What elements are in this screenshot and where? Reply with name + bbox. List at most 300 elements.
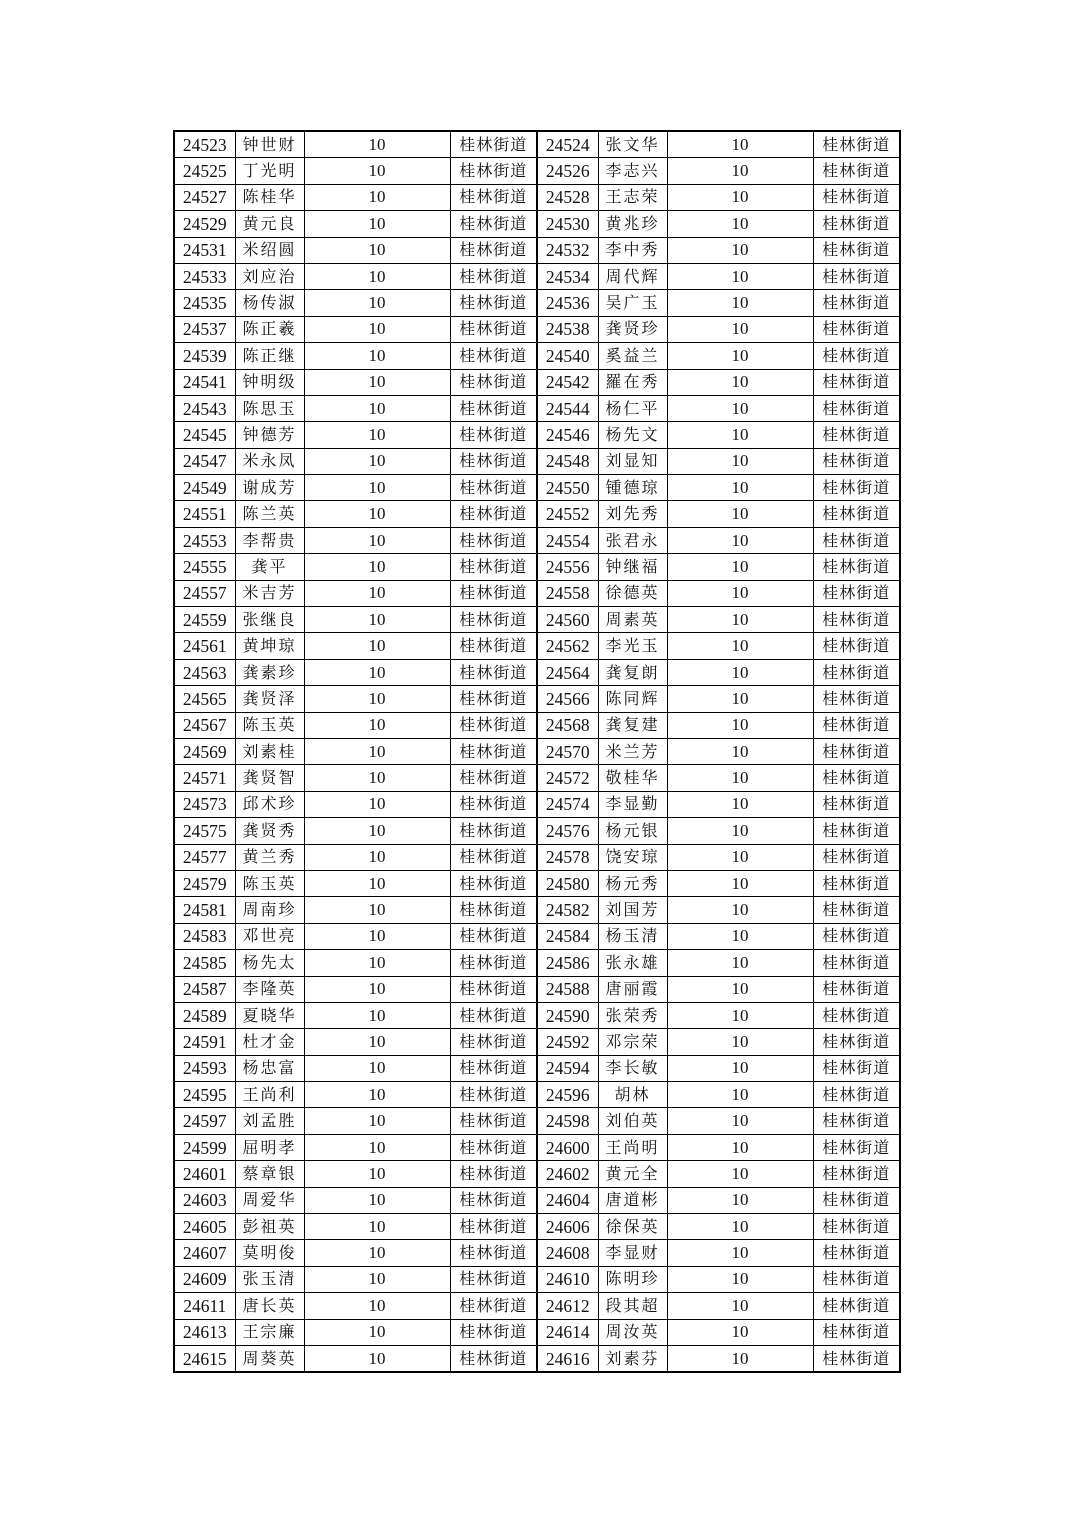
right-street-cell: 桂林街道 <box>813 131 900 158</box>
table-row <box>174 686 900 712</box>
right-amount-cell: 10 <box>667 659 813 685</box>
right-amount-cell: 10 <box>667 1134 813 1160</box>
table-row <box>174 184 900 210</box>
left-record-id-cell: 24603 <box>174 1187 235 1213</box>
right-record-id-cell: 24562 <box>537 633 598 659</box>
right-street-cell: 桂林街道 <box>813 1082 900 1108</box>
right-record-id-cell: 24550 <box>537 475 598 501</box>
left-record-id-cell: 24549 <box>174 475 235 501</box>
left-street-cell: 桂林街道 <box>450 1134 537 1160</box>
left-name-cell: 米绍圆 <box>235 237 304 263</box>
left-amount-cell: 10 <box>304 1214 450 1240</box>
right-name-cell: 龚复建 <box>598 712 667 738</box>
right-record-id-cell: 24602 <box>537 1161 598 1187</box>
left-name-cell: 黄坤琼 <box>235 633 304 659</box>
left-name-cell: 龚贤泽 <box>235 686 304 712</box>
left-amount-cell: 10 <box>304 395 450 421</box>
left-amount-cell: 10 <box>304 844 450 870</box>
left-name-cell: 夏晓华 <box>235 1002 304 1028</box>
left-record-id-cell: 24535 <box>174 290 235 316</box>
table-row <box>174 844 900 870</box>
left-street-cell: 桂林街道 <box>450 422 537 448</box>
right-name-cell: 锺德琼 <box>598 475 667 501</box>
left-record-id-cell: 24569 <box>174 738 235 764</box>
right-name-cell: 张君永 <box>598 527 667 553</box>
left-street-cell: 桂林街道 <box>450 1002 537 1028</box>
right-record-id-cell: 24594 <box>537 1055 598 1081</box>
left-amount-cell: 10 <box>304 818 450 844</box>
right-amount-cell: 10 <box>667 1108 813 1134</box>
left-street-cell: 桂林街道 <box>450 1240 537 1266</box>
right-amount-cell: 10 <box>667 1214 813 1240</box>
right-name-cell: 张文华 <box>598 131 667 158</box>
left-amount-cell: 10 <box>304 1108 450 1134</box>
table-row <box>174 1082 900 1108</box>
right-street-cell: 桂林街道 <box>813 844 900 870</box>
left-amount-cell: 10 <box>304 237 450 263</box>
left-amount-cell: 10 <box>304 1082 450 1108</box>
right-street-cell: 桂林街道 <box>813 158 900 184</box>
left-amount-cell: 10 <box>304 131 450 158</box>
left-name-cell: 张继良 <box>235 607 304 633</box>
left-amount-cell: 10 <box>304 475 450 501</box>
left-street-cell: 桂林街道 <box>450 950 537 976</box>
left-name-cell: 钟世财 <box>235 131 304 158</box>
right-street-cell: 桂林街道 <box>813 1108 900 1134</box>
table-row <box>174 1029 900 1055</box>
left-name-cell: 周葵英 <box>235 1345 304 1372</box>
left-street-cell: 桂林街道 <box>450 316 537 342</box>
right-amount-cell: 10 <box>667 1293 813 1319</box>
left-record-id-cell: 24589 <box>174 1002 235 1028</box>
left-street-cell: 桂林街道 <box>450 818 537 844</box>
right-amount-cell: 10 <box>667 870 813 896</box>
right-amount-cell: 10 <box>667 818 813 844</box>
right-name-cell: 刘显知 <box>598 448 667 474</box>
table-row <box>174 791 900 817</box>
right-name-cell: 唐道彬 <box>598 1187 667 1213</box>
left-amount-cell: 10 <box>304 1029 450 1055</box>
left-record-id-cell: 24533 <box>174 263 235 289</box>
right-name-cell: 钟继福 <box>598 554 667 580</box>
left-street-cell: 桂林街道 <box>450 158 537 184</box>
right-street-cell: 桂林街道 <box>813 607 900 633</box>
right-name-cell: 杨玉清 <box>598 923 667 949</box>
right-amount-cell: 10 <box>667 765 813 791</box>
left-street-cell: 桂林街道 <box>450 686 537 712</box>
right-name-cell: 杨仁平 <box>598 395 667 421</box>
table-row <box>174 1266 900 1292</box>
left-record-id-cell: 24543 <box>174 395 235 421</box>
right-name-cell: 段其超 <box>598 1293 667 1319</box>
right-amount-cell: 10 <box>667 1002 813 1028</box>
right-record-id-cell: 24532 <box>537 237 598 263</box>
right-name-cell: 刘伯英 <box>598 1108 667 1134</box>
left-record-id-cell: 24609 <box>174 1266 235 1292</box>
left-street-cell: 桂林街道 <box>450 1029 537 1055</box>
left-name-cell: 杨忠富 <box>235 1055 304 1081</box>
left-record-id-cell: 24555 <box>174 554 235 580</box>
left-amount-cell: 10 <box>304 448 450 474</box>
right-name-cell: 黄兆珍 <box>598 211 667 237</box>
left-record-id-cell: 24565 <box>174 686 235 712</box>
right-amount-cell: 10 <box>667 475 813 501</box>
right-amount-cell: 10 <box>667 1240 813 1266</box>
left-record-id-cell: 24611 <box>174 1293 235 1319</box>
table-row <box>174 712 900 738</box>
left-amount-cell: 10 <box>304 1293 450 1319</box>
left-name-cell: 李隆英 <box>235 976 304 1002</box>
left-amount-cell: 10 <box>304 1055 450 1081</box>
table-row <box>174 1161 900 1187</box>
right-record-id-cell: 24560 <box>537 607 598 633</box>
right-street-cell: 桂林街道 <box>813 633 900 659</box>
table-row <box>174 316 900 342</box>
left-amount-cell: 10 <box>304 290 450 316</box>
right-name-cell: 吴广玉 <box>598 290 667 316</box>
right-record-id-cell: 24538 <box>537 316 598 342</box>
right-amount-cell: 10 <box>667 1266 813 1292</box>
right-street-cell: 桂林街道 <box>813 343 900 369</box>
left-amount-cell: 10 <box>304 1161 450 1187</box>
right-street-cell: 桂林街道 <box>813 1134 900 1160</box>
left-record-id-cell: 24551 <box>174 501 235 527</box>
left-amount-cell: 10 <box>304 580 450 606</box>
right-name-cell: 杨元银 <box>598 818 667 844</box>
right-amount-cell: 10 <box>667 1319 813 1345</box>
left-name-cell: 刘孟胜 <box>235 1108 304 1134</box>
table-row <box>174 422 900 448</box>
left-street-cell: 桂林街道 <box>450 870 537 896</box>
right-record-id-cell: 24590 <box>537 1002 598 1028</box>
left-name-cell: 屈明孝 <box>235 1134 304 1160</box>
right-record-id-cell: 24542 <box>537 369 598 395</box>
right-amount-cell: 10 <box>667 1345 813 1372</box>
left-street-cell: 桂林街道 <box>450 184 537 210</box>
left-street-cell: 桂林街道 <box>450 1319 537 1345</box>
left-amount-cell: 10 <box>304 976 450 1002</box>
right-street-cell: 桂林街道 <box>813 263 900 289</box>
right-name-cell: 刘国芳 <box>598 897 667 923</box>
left-record-id-cell: 24561 <box>174 633 235 659</box>
right-street-cell: 桂林街道 <box>813 1187 900 1213</box>
left-name-cell: 陈玉英 <box>235 712 304 738</box>
table-row <box>174 950 900 976</box>
left-name-cell: 丁光明 <box>235 158 304 184</box>
right-street-cell: 桂林街道 <box>813 870 900 896</box>
right-street-cell: 桂林街道 <box>813 237 900 263</box>
left-record-id-cell: 24545 <box>174 422 235 448</box>
left-record-id-cell: 24581 <box>174 897 235 923</box>
right-record-id-cell: 24582 <box>537 897 598 923</box>
left-name-cell: 李帮贵 <box>235 527 304 553</box>
right-name-cell: 杨先文 <box>598 422 667 448</box>
right-record-id-cell: 24596 <box>537 1082 598 1108</box>
left-amount-cell: 10 <box>304 659 450 685</box>
right-record-id-cell: 24604 <box>537 1187 598 1213</box>
left-record-id-cell: 24571 <box>174 765 235 791</box>
left-street-cell: 桂林街道 <box>450 659 537 685</box>
left-name-cell: 龚贤秀 <box>235 818 304 844</box>
right-street-cell: 桂林街道 <box>813 501 900 527</box>
left-street-cell: 桂林街道 <box>450 211 537 237</box>
right-amount-cell: 10 <box>667 211 813 237</box>
right-amount-cell: 10 <box>667 184 813 210</box>
right-name-cell: 李显财 <box>598 1240 667 1266</box>
right-record-id-cell: 24600 <box>537 1134 598 1160</box>
right-name-cell: 邓宗荣 <box>598 1029 667 1055</box>
right-record-id-cell: 24614 <box>537 1319 598 1345</box>
right-name-cell: 唐丽霞 <box>598 976 667 1002</box>
right-name-cell: 张永雄 <box>598 950 667 976</box>
left-amount-cell: 10 <box>304 765 450 791</box>
right-name-cell: 羅在秀 <box>598 369 667 395</box>
left-street-cell: 桂林街道 <box>450 263 537 289</box>
right-record-id-cell: 24548 <box>537 448 598 474</box>
left-amount-cell: 10 <box>304 1002 450 1028</box>
left-street-cell: 桂林街道 <box>450 369 537 395</box>
right-name-cell: 李志兴 <box>598 158 667 184</box>
right-amount-cell: 10 <box>667 580 813 606</box>
left-record-id-cell: 24595 <box>174 1082 235 1108</box>
roster-table <box>173 130 901 1373</box>
left-amount-cell: 10 <box>304 501 450 527</box>
right-street-cell: 桂林街道 <box>813 1029 900 1055</box>
left-record-id-cell: 24523 <box>174 131 235 158</box>
right-record-id-cell: 24530 <box>537 211 598 237</box>
right-name-cell: 王志荣 <box>598 184 667 210</box>
right-amount-cell: 10 <box>667 290 813 316</box>
left-record-id-cell: 24597 <box>174 1108 235 1134</box>
right-name-cell: 刘先秀 <box>598 501 667 527</box>
right-street-cell: 桂林街道 <box>813 1319 900 1345</box>
right-record-id-cell: 24566 <box>537 686 598 712</box>
right-amount-cell: 10 <box>667 527 813 553</box>
table-row <box>174 475 900 501</box>
left-street-cell: 桂林街道 <box>450 1108 537 1134</box>
right-record-id-cell: 24558 <box>537 580 598 606</box>
right-record-id-cell: 24546 <box>537 422 598 448</box>
right-street-cell: 桂林街道 <box>813 554 900 580</box>
left-name-cell: 莫明俊 <box>235 1240 304 1266</box>
table-row <box>174 448 900 474</box>
right-name-cell: 杨元秀 <box>598 870 667 896</box>
left-amount-cell: 10 <box>304 607 450 633</box>
table-row <box>174 738 900 764</box>
right-record-id-cell: 24540 <box>537 343 598 369</box>
right-record-id-cell: 24572 <box>537 765 598 791</box>
left-street-cell: 桂林街道 <box>450 1293 537 1319</box>
left-name-cell: 陈玉英 <box>235 870 304 896</box>
table-row <box>174 659 900 685</box>
table-row <box>174 976 900 1002</box>
left-name-cell: 周爱华 <box>235 1187 304 1213</box>
right-record-id-cell: 24578 <box>537 844 598 870</box>
left-street-cell: 桂林街道 <box>450 1161 537 1187</box>
left-record-id-cell: 24615 <box>174 1345 235 1372</box>
table-row <box>174 897 900 923</box>
right-name-cell: 李显勤 <box>598 791 667 817</box>
right-record-id-cell: 24536 <box>537 290 598 316</box>
left-street-cell: 桂林街道 <box>450 1345 537 1372</box>
left-street-cell: 桂林街道 <box>450 1266 537 1292</box>
right-name-cell: 徐德英 <box>598 580 667 606</box>
left-street-cell: 桂林街道 <box>450 554 537 580</box>
right-name-cell: 胡林 <box>598 1082 667 1108</box>
left-amount-cell: 10 <box>304 1266 450 1292</box>
table-row <box>174 211 900 237</box>
table-row <box>174 290 900 316</box>
left-street-cell: 桂林街道 <box>450 237 537 263</box>
left-record-id-cell: 24567 <box>174 712 235 738</box>
right-record-id-cell: 24526 <box>537 158 598 184</box>
left-amount-cell: 10 <box>304 923 450 949</box>
right-name-cell: 李光玉 <box>598 633 667 659</box>
right-amount-cell: 10 <box>667 738 813 764</box>
left-street-cell: 桂林街道 <box>450 448 537 474</box>
left-record-id-cell: 24593 <box>174 1055 235 1081</box>
right-name-cell: 饶安琼 <box>598 844 667 870</box>
table-row <box>174 554 900 580</box>
right-amount-cell: 10 <box>667 897 813 923</box>
table-row <box>174 765 900 791</box>
right-street-cell: 桂林街道 <box>813 527 900 553</box>
right-amount-cell: 10 <box>667 1161 813 1187</box>
left-amount-cell: 10 <box>304 738 450 764</box>
left-street-cell: 桂林街道 <box>450 1187 537 1213</box>
right-street-cell: 桂林街道 <box>813 686 900 712</box>
right-amount-cell: 10 <box>667 501 813 527</box>
left-name-cell: 邱术珍 <box>235 791 304 817</box>
left-street-cell: 桂林街道 <box>450 633 537 659</box>
right-record-id-cell: 24568 <box>537 712 598 738</box>
left-amount-cell: 10 <box>304 554 450 580</box>
left-street-cell: 桂林街道 <box>450 580 537 606</box>
left-record-id-cell: 24583 <box>174 923 235 949</box>
right-name-cell: 刘素芬 <box>598 1345 667 1372</box>
right-street-cell: 桂林街道 <box>813 1055 900 1081</box>
right-record-id-cell: 24616 <box>537 1345 598 1372</box>
right-street-cell: 桂林街道 <box>813 422 900 448</box>
right-record-id-cell: 24584 <box>537 923 598 949</box>
right-amount-cell: 10 <box>667 1187 813 1213</box>
left-record-id-cell: 24541 <box>174 369 235 395</box>
right-record-id-cell: 24610 <box>537 1266 598 1292</box>
left-name-cell: 黄元良 <box>235 211 304 237</box>
right-record-id-cell: 24598 <box>537 1108 598 1134</box>
left-name-cell: 邓世亮 <box>235 923 304 949</box>
left-record-id-cell: 24599 <box>174 1134 235 1160</box>
left-record-id-cell: 24585 <box>174 950 235 976</box>
table-row <box>174 395 900 421</box>
right-record-id-cell: 24544 <box>537 395 598 421</box>
left-street-cell: 桂林街道 <box>450 712 537 738</box>
table-row <box>174 369 900 395</box>
left-amount-cell: 10 <box>304 184 450 210</box>
left-street-cell: 桂林街道 <box>450 527 537 553</box>
left-street-cell: 桂林街道 <box>450 738 537 764</box>
right-amount-cell: 10 <box>667 1029 813 1055</box>
left-name-cell: 杨传淑 <box>235 290 304 316</box>
table-row <box>174 131 900 158</box>
table-row <box>174 923 900 949</box>
right-street-cell: 桂林街道 <box>813 1345 900 1372</box>
left-record-id-cell: 24527 <box>174 184 235 210</box>
table-row <box>174 607 900 633</box>
left-name-cell: 杜才金 <box>235 1029 304 1055</box>
table-row <box>174 1187 900 1213</box>
left-amount-cell: 10 <box>304 1319 450 1345</box>
right-name-cell: 陈明珍 <box>598 1266 667 1292</box>
right-street-cell: 桂林街道 <box>813 923 900 949</box>
left-record-id-cell: 24553 <box>174 527 235 553</box>
left-amount-cell: 10 <box>304 633 450 659</box>
left-record-id-cell: 24559 <box>174 607 235 633</box>
table-row <box>174 501 900 527</box>
table-row <box>174 1108 900 1134</box>
left-record-id-cell: 24587 <box>174 976 235 1002</box>
table-row <box>174 818 900 844</box>
left-record-id-cell: 24529 <box>174 211 235 237</box>
left-name-cell: 陈正继 <box>235 343 304 369</box>
roster-table-body <box>174 131 900 1372</box>
left-street-cell: 桂林街道 <box>450 501 537 527</box>
left-name-cell: 米永凤 <box>235 448 304 474</box>
left-record-id-cell: 24573 <box>174 791 235 817</box>
right-street-cell: 桂林街道 <box>813 738 900 764</box>
left-street-cell: 桂林街道 <box>450 475 537 501</box>
left-street-cell: 桂林街道 <box>450 923 537 949</box>
right-name-cell: 敬桂华 <box>598 765 667 791</box>
right-record-id-cell: 24592 <box>537 1029 598 1055</box>
right-street-cell: 桂林街道 <box>813 290 900 316</box>
left-name-cell: 蔡章银 <box>235 1161 304 1187</box>
left-street-cell: 桂林街道 <box>450 844 537 870</box>
table-row <box>174 870 900 896</box>
right-record-id-cell: 24552 <box>537 501 598 527</box>
right-street-cell: 桂林街道 <box>813 184 900 210</box>
left-name-cell: 龚平 <box>235 554 304 580</box>
left-street-cell: 桂林街道 <box>450 1214 537 1240</box>
table-row <box>174 633 900 659</box>
right-name-cell: 米兰芳 <box>598 738 667 764</box>
right-record-id-cell: 24574 <box>537 791 598 817</box>
right-amount-cell: 10 <box>667 844 813 870</box>
left-name-cell: 刘素桂 <box>235 738 304 764</box>
left-name-cell: 王尚利 <box>235 1082 304 1108</box>
right-amount-cell: 10 <box>667 712 813 738</box>
right-name-cell: 周代辉 <box>598 263 667 289</box>
right-record-id-cell: 24580 <box>537 870 598 896</box>
left-amount-cell: 10 <box>304 263 450 289</box>
right-street-cell: 桂林街道 <box>813 765 900 791</box>
right-amount-cell: 10 <box>667 686 813 712</box>
right-name-cell: 张荣秀 <box>598 1002 667 1028</box>
right-name-cell: 李长敏 <box>598 1055 667 1081</box>
right-record-id-cell: 24570 <box>537 738 598 764</box>
right-street-cell: 桂林街道 <box>813 211 900 237</box>
right-record-id-cell: 24576 <box>537 818 598 844</box>
right-street-cell: 桂林街道 <box>813 448 900 474</box>
left-name-cell: 王宗廉 <box>235 1319 304 1345</box>
left-record-id-cell: 24557 <box>174 580 235 606</box>
left-name-cell: 张玉清 <box>235 1266 304 1292</box>
left-name-cell: 钟德芳 <box>235 422 304 448</box>
left-record-id-cell: 24525 <box>174 158 235 184</box>
right-record-id-cell: 24612 <box>537 1293 598 1319</box>
right-street-cell: 桂林街道 <box>813 712 900 738</box>
right-name-cell: 黄元全 <box>598 1161 667 1187</box>
